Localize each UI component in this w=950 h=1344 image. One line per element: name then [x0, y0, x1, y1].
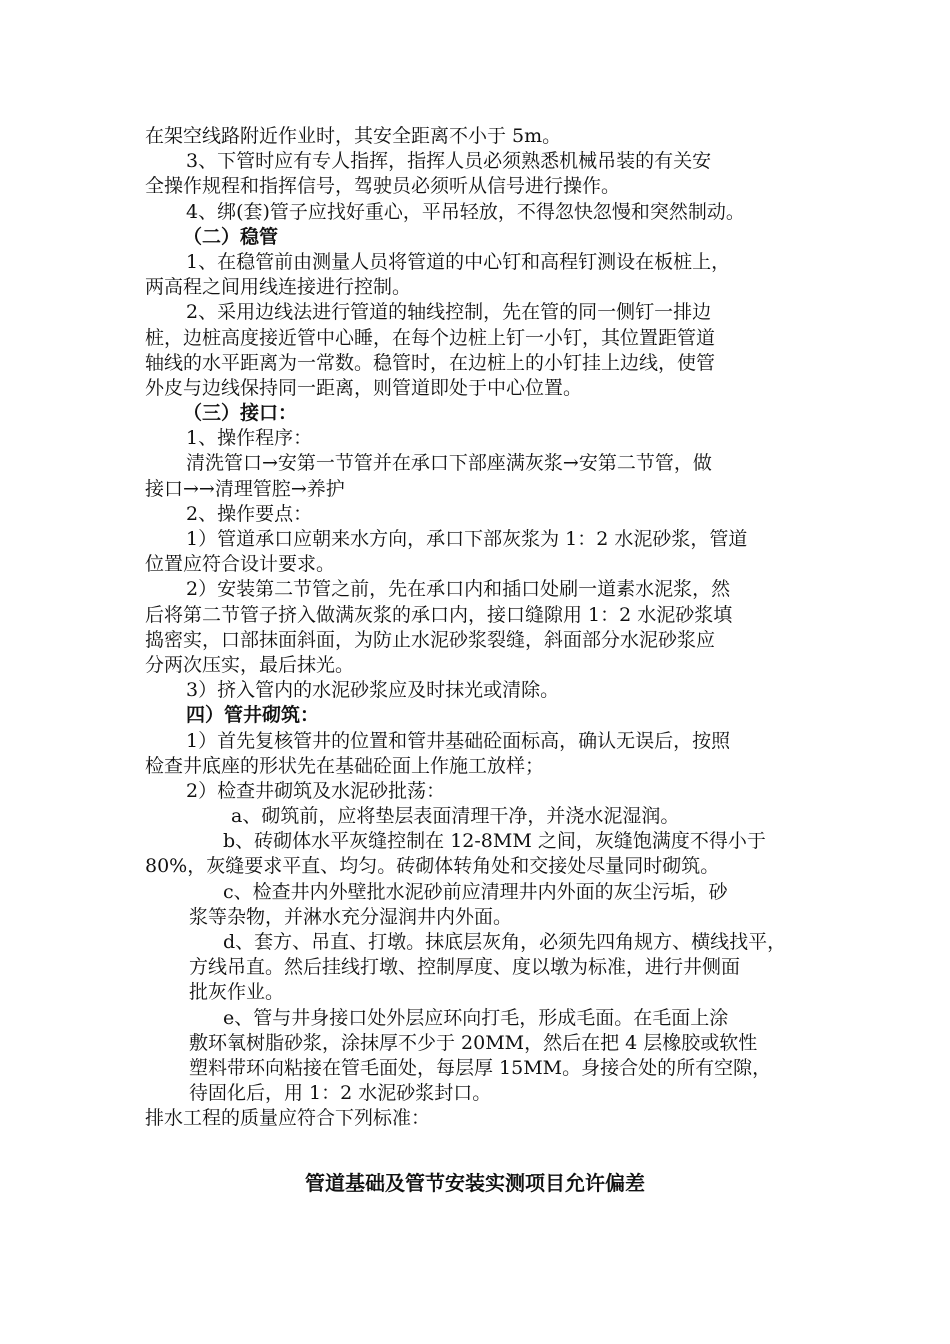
text-line: 待固化后，用 1：2 水泥砂浆封口。	[189, 1082, 492, 1105]
text-line: 接口→→清理管腔→养护	[145, 477, 345, 500]
text-line: 后将第二节管子挤入做满灰浆的承口内，接口缝隙用 1：2 水泥砂浆填	[145, 603, 733, 626]
table-title: 管道基础及管节安装实测项目允许偏差	[305, 1171, 645, 1195]
text-line: 3、下管时应有专人指挥，指挥人员必须熟悉机械吊装的有关安	[186, 150, 712, 173]
document-body	[145, 124, 825, 1132]
text-line: 两高程之间用线连接进行控制。	[145, 276, 412, 299]
text-line: 2）安装第二节管之前，先在承口内和插口处刷一道素水泥浆，然	[186, 578, 731, 601]
text-line: 轴线的水平距离为一常数。稳管时，在边桩上的小钉挂上边线，使管	[145, 351, 716, 374]
text-line: 清洗管口→安第一节管并在承口下部座满灰浆→安第二节管，做	[186, 452, 712, 475]
text-line: 1、操作程序：	[186, 427, 313, 450]
text-line: b、砖砌体水平灰缝控制在 12-8MM 之间，灰缝饱满度不得小于	[223, 830, 766, 853]
text-line: 分两次压实，最后抹光。	[145, 653, 355, 676]
text-line: 1、在稳管前由测量人员将管道的中心钉和高程钉测设在板桩上，	[186, 250, 731, 273]
text-line: 1）管道承口应朝来水方向，承口下部灰浆为 1：2 水泥砂浆，管道	[186, 528, 748, 550]
text-line: 1）首先复核管井的位置和管井基础砼面标高，确认无误后，按照	[186, 729, 731, 752]
section-heading: （三）接口：	[183, 402, 298, 425]
text-line: 外皮与边线保持同一距离，则管道即处于中心位置。	[145, 376, 583, 399]
text-line: 4、绑(套)管子应找好重心，平吊轻放，不得忽快忽慢和突然制动。	[186, 200, 745, 223]
text-line: d、套方、吊直、打墩。抹底层灰角，必须先四角规方、横线找平，	[223, 931, 787, 953]
text-line: 2、操作要点：	[186, 502, 313, 525]
text-line: 敷环氧树脂砂浆，涂抹厚不少于 20MM，然后在把 4 层橡胶或软性	[189, 1031, 758, 1054]
text-line: 捣密实，口部抹面斜面，为防止水泥砂浆裂缝，斜面部分水泥砂浆应	[145, 628, 716, 651]
text-line: 2）检查井砌筑及水泥砂批荡：	[186, 779, 446, 802]
text-line: 80%，灰缝要求平直、均匀。砖砌体转角处和交接处尽量同时砌筑。	[145, 855, 720, 878]
section-heading: （二）稳管	[183, 225, 279, 248]
text-line: e、管与井身接口处外层应环向打毛，形成毛面。在毛面上涂	[223, 1006, 729, 1029]
text-line: 方线吊直。然后挂线打墩、控制厚度、度以墩为标准，进行井侧面	[189, 956, 741, 979]
text-line: 全操作规程和指挥信号，驾驶员必须听从信号进行操作。	[145, 175, 621, 198]
section-heading: 四）管井砌筑：	[186, 704, 320, 727]
text-line: 桩，边桩高度接近管中心睡，在每个边桩上钉一小钉，其位置距管道	[145, 326, 716, 349]
text-line: 在架空线路附近作业时，其安全距离不小于 5m。	[145, 125, 562, 147]
text-line: 2、采用边线法进行管道的轴线控制，先在管的同一侧钉一排边	[186, 301, 712, 324]
text-line: 3）挤入管内的水泥砂浆应及时抹光或清除。	[186, 679, 560, 702]
text-line: 浆等杂物，并淋水充分湿润井内外面。	[189, 905, 513, 928]
text-line: 检查井底座的形状先在基础砼面上作施工放样；	[145, 754, 545, 777]
text-line: 位置应符合设计要求。	[145, 553, 336, 576]
text-line: c、检查井内外壁批水泥砂前应清理井内外面的灰尘污垢，砂	[223, 880, 728, 903]
text-line: 排水工程的质量应符合下列标准：	[145, 1107, 431, 1130]
text-line: 批灰作业。	[189, 981, 285, 1004]
text-line: 塑料带环向粘接在管毛面处，每层厚 15MM。身接合处的所有空隙，	[189, 1056, 772, 1079]
text-line: a、砌筑前，应将垫层表面清理干净，并浇水泥湿润。	[231, 805, 680, 828]
